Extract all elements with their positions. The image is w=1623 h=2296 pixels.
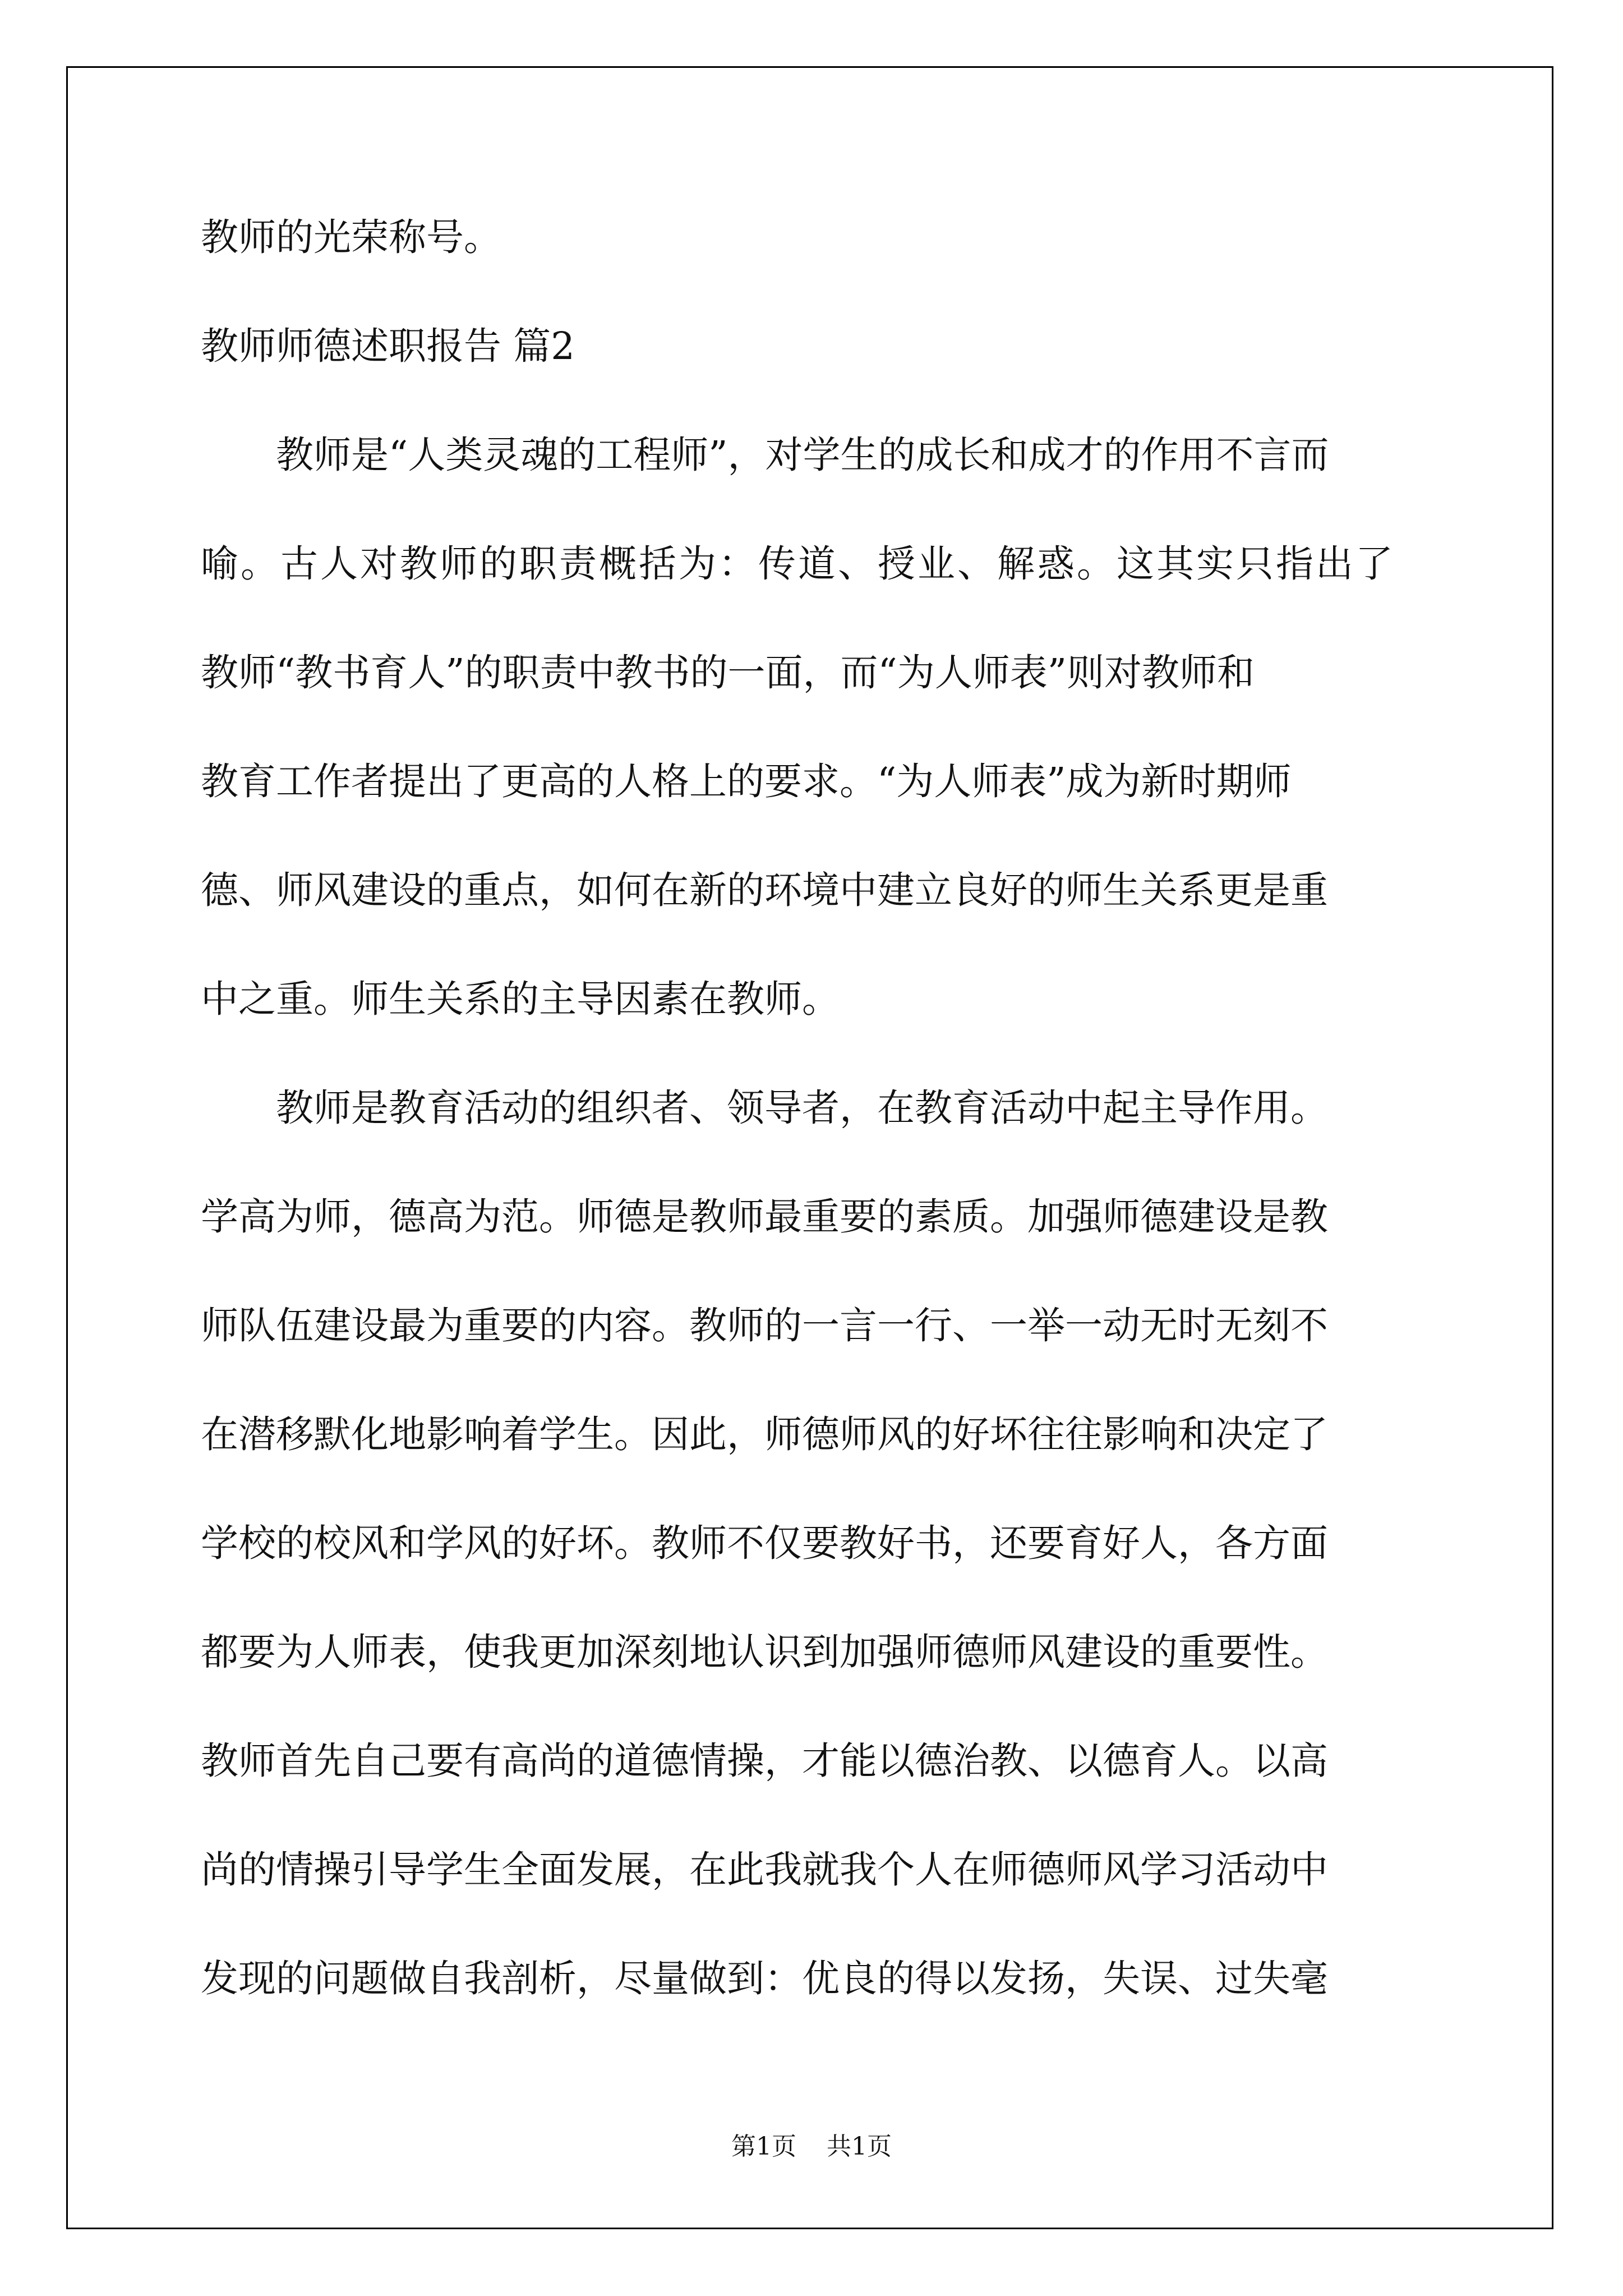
- text-line: 德、师风建设的重点，如何在新的环境中建立良好的师生关系更是重: [201, 868, 1328, 912]
- page-number: 第1页: [731, 2132, 796, 2161]
- text-line: 教育工作者提出了更高的人格上的要求。“为人师表”成为新时期师: [201, 760, 1292, 803]
- text-line: 中之重。师生关系的主导因素在教师。: [201, 977, 840, 1021]
- text-line: 喻。古人对教师的职责概括为：传道、授业、解惑。这其实只指出了: [201, 542, 1395, 586]
- text-line: 发现的问题做自我剖析，尽量做到：优良的得以发扬，失误、过失毫: [201, 1957, 1328, 2000]
- text-line: 在潜移默化地影响着学生。因此，师德师风的好坏往往影响和决定了: [201, 1412, 1328, 1456]
- text-line: 教师是“人类灵魂的工程师”，对学生的成长和成才的作用不言而: [276, 433, 1329, 477]
- page-total: 共1页: [827, 2132, 892, 2161]
- text-line: 教师的光荣称号。: [201, 215, 501, 259]
- text-line: 教师是教育活动的组织者、领导者，在教育活动中起主导作用。: [276, 1086, 1328, 1130]
- page-footer: [0, 2126, 1623, 2162]
- text-line: 尚的情操引导学生全面发展，在此我就我个人在师德师风学习活动中: [201, 1848, 1328, 1892]
- text-line: 学高为师，德高为范。师德是教师最重要的素质。加强师德建设是教: [201, 1195, 1328, 1239]
- document-body: [201, 183, 1423, 2033]
- text-line: 都要为人师表，使我更加深刻地认识到加强师德师风建设的重要性。: [201, 1630, 1328, 1674]
- text-line: 教师“教书育人”的职责中教书的一面，而“为人师表”则对教师和: [201, 651, 1255, 694]
- section-heading: 教师师德述职报告 篇2: [201, 324, 575, 368]
- text-line: 教师首先自己要有高尚的道德情操，才能以德治教、以德育人。以高: [201, 1739, 1328, 1783]
- text-line: 学校的校风和学风的好坏。教师不仅要教好书，还要育好人，各方面: [201, 1521, 1328, 1565]
- text-line: 师队伍建设最为重要的内容。教师的一言一行、一举一动无时无刻不: [201, 1304, 1328, 1347]
